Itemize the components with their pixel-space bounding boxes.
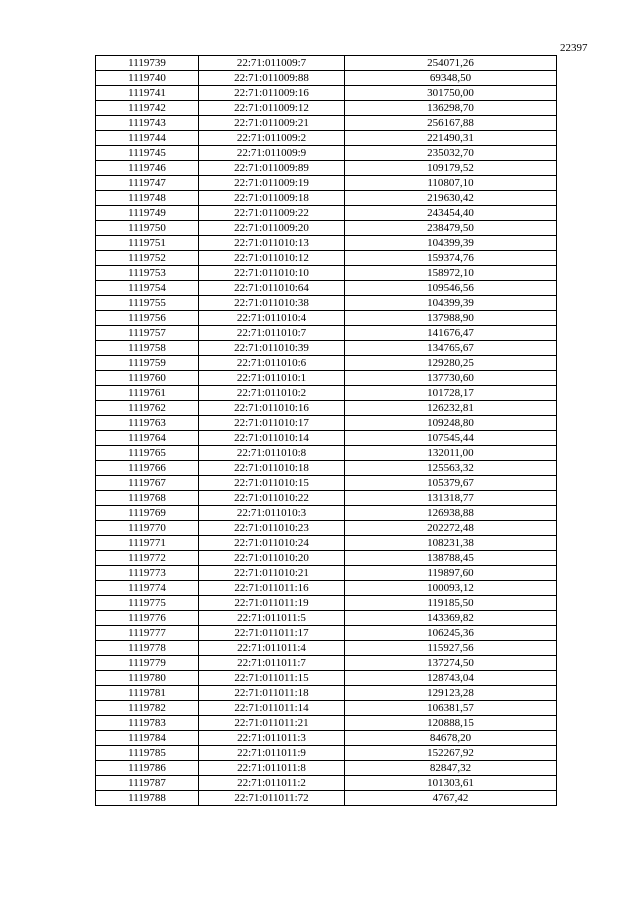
table-row xyxy=(96,116,557,131)
record-number-cell: 1119772 xyxy=(96,551,199,566)
cadastral-value-cell: 131318,77 xyxy=(345,491,557,506)
cadastral-number-cell: 22:71:011010:4 xyxy=(199,311,345,326)
cadastral-value-cell: 106245,36 xyxy=(345,626,557,641)
table-row xyxy=(96,701,557,716)
record-number-cell: 1119788 xyxy=(96,791,199,806)
record-number-cell: 1119777 xyxy=(96,626,199,641)
cadastral-value-cell: 126938,88 xyxy=(345,506,557,521)
record-number-cell: 1119762 xyxy=(96,401,199,416)
table-row xyxy=(96,476,557,491)
cadastral-number-cell: 22:71:011011:4 xyxy=(199,641,345,656)
cadastral-value-cell: 69348,50 xyxy=(345,71,557,86)
table-row xyxy=(96,536,557,551)
record-number-cell: 1119752 xyxy=(96,251,199,266)
cadastral-value-cell: 101728,17 xyxy=(345,386,557,401)
cadastral-number-cell: 22:71:011011:17 xyxy=(199,626,345,641)
record-number-cell: 1119779 xyxy=(96,656,199,671)
cadastral-value-cell: 134765,67 xyxy=(345,341,557,356)
record-number-cell: 1119775 xyxy=(96,596,199,611)
table-row xyxy=(96,356,557,371)
record-number-cell: 1119785 xyxy=(96,746,199,761)
record-number-cell: 1119766 xyxy=(96,461,199,476)
cadastral-value-cell: 138788,45 xyxy=(345,551,557,566)
table-row xyxy=(96,611,557,626)
cadastral-value-cell: 221490,31 xyxy=(345,131,557,146)
table-row xyxy=(96,716,557,731)
record-number-cell: 1119784 xyxy=(96,731,199,746)
cadastral-value-cell: 126232,81 xyxy=(345,401,557,416)
cadastral-value-cell: 243454,40 xyxy=(345,206,557,221)
table-row xyxy=(96,191,557,206)
cadastral-value-cell: 125563,32 xyxy=(345,461,557,476)
cadastral-value-cell: 129123,28 xyxy=(345,686,557,701)
record-number-cell: 1119786 xyxy=(96,761,199,776)
record-number-cell: 1119749 xyxy=(96,206,199,221)
cadastral-number-cell: 22:71:011010:20 xyxy=(199,551,345,566)
record-number-cell: 1119767 xyxy=(96,476,199,491)
cadastral-value-table xyxy=(95,55,557,806)
cadastral-value-cell: 101303,61 xyxy=(345,776,557,791)
cadastral-number-cell: 22:71:011010:24 xyxy=(199,536,345,551)
cadastral-number-cell: 22:71:011010:2 xyxy=(199,386,345,401)
cadastral-number-cell: 22:71:011009:12 xyxy=(199,101,345,116)
record-number-cell: 1119748 xyxy=(96,191,199,206)
cadastral-value-cell: 128743,04 xyxy=(345,671,557,686)
cadastral-number-cell: 22:71:011010:21 xyxy=(199,566,345,581)
cadastral-number-cell: 22:71:011010:3 xyxy=(199,506,345,521)
table-row xyxy=(96,176,557,191)
record-number-cell: 1119768 xyxy=(96,491,199,506)
cadastral-number-cell: 22:71:011010:12 xyxy=(199,251,345,266)
cadastral-value-cell: 137988,90 xyxy=(345,311,557,326)
table-row xyxy=(96,71,557,86)
cadastral-number-cell: 22:71:011011:19 xyxy=(199,596,345,611)
cadastral-value-cell: 109248,80 xyxy=(345,416,557,431)
record-number-cell: 1119782 xyxy=(96,701,199,716)
table-row xyxy=(96,341,557,356)
cadastral-number-cell: 22:71:011010:10 xyxy=(199,266,345,281)
table-row xyxy=(96,626,557,641)
cadastral-number-cell: 22:71:011011:7 xyxy=(199,656,345,671)
record-number-cell: 1119769 xyxy=(96,506,199,521)
cadastral-value-cell: 109546,56 xyxy=(345,281,557,296)
cadastral-value-cell: 238479,50 xyxy=(345,221,557,236)
record-number-cell: 1119770 xyxy=(96,521,199,536)
table-row xyxy=(96,56,557,71)
cadastral-value-cell: 82847,32 xyxy=(345,761,557,776)
cadastral-value-cell: 143369,82 xyxy=(345,611,557,626)
table-row xyxy=(96,326,557,341)
cadastral-value-cell: 235032,70 xyxy=(345,146,557,161)
record-number-cell: 1119783 xyxy=(96,716,199,731)
record-number-cell: 1119745 xyxy=(96,146,199,161)
cadastral-number-cell: 22:71:011010:7 xyxy=(199,326,345,341)
table-row xyxy=(96,161,557,176)
cadastral-number-cell: 22:71:011009:88 xyxy=(199,71,345,86)
record-number-cell: 1119740 xyxy=(96,71,199,86)
cadastral-number-cell: 22:71:011010:39 xyxy=(199,341,345,356)
cadastral-value-cell: 137274,50 xyxy=(345,656,557,671)
record-number-cell: 1119780 xyxy=(96,671,199,686)
table-row xyxy=(96,416,557,431)
cadastral-number-cell: 22:71:011011:15 xyxy=(199,671,345,686)
record-number-cell: 1119757 xyxy=(96,326,199,341)
table-row xyxy=(96,386,557,401)
table-row xyxy=(96,551,557,566)
record-number-cell: 1119761 xyxy=(96,386,199,401)
table-row xyxy=(96,311,557,326)
record-number-cell: 1119773 xyxy=(96,566,199,581)
cadastral-number-cell: 22:71:011011:2 xyxy=(199,776,345,791)
cadastral-number-cell: 22:71:011009:18 xyxy=(199,191,345,206)
cadastral-number-cell: 22:71:011011:14 xyxy=(199,701,345,716)
table-row xyxy=(96,86,557,101)
table-row xyxy=(96,641,557,656)
cadastral-number-cell: 22:71:011009:89 xyxy=(199,161,345,176)
record-number-cell: 1119758 xyxy=(96,341,199,356)
table-row xyxy=(96,656,557,671)
cadastral-value-cell: 254071,26 xyxy=(345,56,557,71)
cadastral-number-cell: 22:71:011010:1 xyxy=(199,371,345,386)
cadastral-number-cell: 22:71:011011:16 xyxy=(199,581,345,596)
table-row xyxy=(96,671,557,686)
cadastral-value-cell: 256167,88 xyxy=(345,116,557,131)
table-row xyxy=(96,791,557,806)
cadastral-number-cell: 22:71:011010:23 xyxy=(199,521,345,536)
table-row xyxy=(96,686,557,701)
cadastral-number-cell: 22:71:011010:13 xyxy=(199,236,345,251)
cadastral-value-cell: 84678,20 xyxy=(345,731,557,746)
cadastral-value-cell: 152267,92 xyxy=(345,746,557,761)
cadastral-number-cell: 22:71:011010:38 xyxy=(199,296,345,311)
record-number-cell: 1119787 xyxy=(96,776,199,791)
cadastral-number-cell: 22:71:011011:8 xyxy=(199,761,345,776)
table-row xyxy=(96,221,557,236)
cadastral-value-cell: 119185,50 xyxy=(345,596,557,611)
table-row xyxy=(96,101,557,116)
cadastral-number-cell: 22:71:011009:7 xyxy=(199,56,345,71)
table-row xyxy=(96,206,557,221)
record-number-cell: 1119759 xyxy=(96,356,199,371)
table-row xyxy=(96,236,557,251)
cadastral-value-cell: 137730,60 xyxy=(345,371,557,386)
cadastral-number-cell: 22:71:011011:9 xyxy=(199,746,345,761)
cadastral-number-cell: 22:71:011010:14 xyxy=(199,431,345,446)
cadastral-value-cell: 110807,10 xyxy=(345,176,557,191)
cadastral-number-cell: 22:71:011010:64 xyxy=(199,281,345,296)
record-number-cell: 1119776 xyxy=(96,611,199,626)
cadastral-number-cell: 22:71:011010:18 xyxy=(199,461,345,476)
record-number-cell: 1119771 xyxy=(96,536,199,551)
record-number-cell: 1119760 xyxy=(96,371,199,386)
table-row xyxy=(96,131,557,146)
table-row xyxy=(96,731,557,746)
record-number-cell: 1119763 xyxy=(96,416,199,431)
record-number-cell: 1119741 xyxy=(96,86,199,101)
table-body xyxy=(96,56,557,806)
table-row xyxy=(96,761,557,776)
record-number-cell: 1119765 xyxy=(96,446,199,461)
cadastral-number-cell: 22:71:011011:21 xyxy=(199,716,345,731)
cadastral-number-cell: 22:71:011009:2 xyxy=(199,131,345,146)
record-number-cell: 1119746 xyxy=(96,161,199,176)
table-row xyxy=(96,266,557,281)
table-row xyxy=(96,491,557,506)
cadastral-number-cell: 22:71:011009:22 xyxy=(199,206,345,221)
record-number-cell: 1119739 xyxy=(96,56,199,71)
cadastral-value-cell: 100093,12 xyxy=(345,581,557,596)
table-row xyxy=(96,776,557,791)
cadastral-number-cell: 22:71:011010:15 xyxy=(199,476,345,491)
cadastral-value-cell: 104399,39 xyxy=(345,236,557,251)
cadastral-value-cell: 219630,42 xyxy=(345,191,557,206)
cadastral-value-cell: 115927,56 xyxy=(345,641,557,656)
page-number: 22397 xyxy=(560,42,588,54)
table-row xyxy=(96,521,557,536)
cadastral-number-cell: 22:71:011010:16 xyxy=(199,401,345,416)
table-row xyxy=(96,506,557,521)
cadastral-number-cell: 22:71:011010:6 xyxy=(199,356,345,371)
cadastral-value-cell: 136298,70 xyxy=(345,101,557,116)
cadastral-value-cell: 104399,39 xyxy=(345,296,557,311)
cadastral-value-cell: 119897,60 xyxy=(345,566,557,581)
cadastral-value-cell: 132011,00 xyxy=(345,446,557,461)
record-number-cell: 1119742 xyxy=(96,101,199,116)
cadastral-number-cell: 22:71:011009:19 xyxy=(199,176,345,191)
cadastral-number-cell: 22:71:011010:17 xyxy=(199,416,345,431)
cadastral-value-cell: 107545,44 xyxy=(345,431,557,446)
table-row xyxy=(96,146,557,161)
table-row xyxy=(96,581,557,596)
cadastral-value-cell: 120888,15 xyxy=(345,716,557,731)
table-row xyxy=(96,746,557,761)
cadastral-value-cell: 158972,10 xyxy=(345,266,557,281)
cadastral-number-cell: 22:71:011009:16 xyxy=(199,86,345,101)
record-number-cell: 1119743 xyxy=(96,116,199,131)
cadastral-number-cell: 22:71:011011:3 xyxy=(199,731,345,746)
table-row xyxy=(96,371,557,386)
record-number-cell: 1119747 xyxy=(96,176,199,191)
record-number-cell: 1119751 xyxy=(96,236,199,251)
record-number-cell: 1119774 xyxy=(96,581,199,596)
record-number-cell: 1119781 xyxy=(96,686,199,701)
cadastral-value-cell: 141676,47 xyxy=(345,326,557,341)
cadastral-value-cell: 105379,67 xyxy=(345,476,557,491)
record-number-cell: 1119756 xyxy=(96,311,199,326)
cadastral-number-cell: 22:71:011011:18 xyxy=(199,686,345,701)
cadastral-value-cell: 109179,52 xyxy=(345,161,557,176)
cadastral-value-cell: 106381,57 xyxy=(345,701,557,716)
table-row xyxy=(96,281,557,296)
record-number-cell: 1119754 xyxy=(96,281,199,296)
table-row xyxy=(96,431,557,446)
record-number-cell: 1119750 xyxy=(96,221,199,236)
table-row xyxy=(96,446,557,461)
record-number-cell: 1119764 xyxy=(96,431,199,446)
table-row xyxy=(96,251,557,266)
cadastral-value-cell: 202272,48 xyxy=(345,521,557,536)
record-number-cell: 1119778 xyxy=(96,641,199,656)
cadastral-number-cell: 22:71:011011:5 xyxy=(199,611,345,626)
cadastral-number-cell: 22:71:011010:22 xyxy=(199,491,345,506)
table-row xyxy=(96,296,557,311)
record-number-cell: 1119744 xyxy=(96,131,199,146)
cadastral-number-cell: 22:71:011009:20 xyxy=(199,221,345,236)
cadastral-value-cell: 4767,42 xyxy=(345,791,557,806)
cadastral-value-cell: 108231,38 xyxy=(345,536,557,551)
cadastral-number-cell: 22:71:011010:8 xyxy=(199,446,345,461)
cadastral-number-cell: 22:71:011009:21 xyxy=(199,116,345,131)
record-number-cell: 1119753 xyxy=(96,266,199,281)
record-number-cell: 1119755 xyxy=(96,296,199,311)
cadastral-number-cell: 22:71:011009:9 xyxy=(199,146,345,161)
table-row xyxy=(96,596,557,611)
table-row xyxy=(96,461,557,476)
cadastral-value-cell: 301750,00 xyxy=(345,86,557,101)
table-row xyxy=(96,401,557,416)
cadastral-value-cell: 129280,25 xyxy=(345,356,557,371)
cadastral-number-cell: 22:71:011011:72 xyxy=(199,791,345,806)
cadastral-value-cell: 159374,76 xyxy=(345,251,557,266)
table-row xyxy=(96,566,557,581)
